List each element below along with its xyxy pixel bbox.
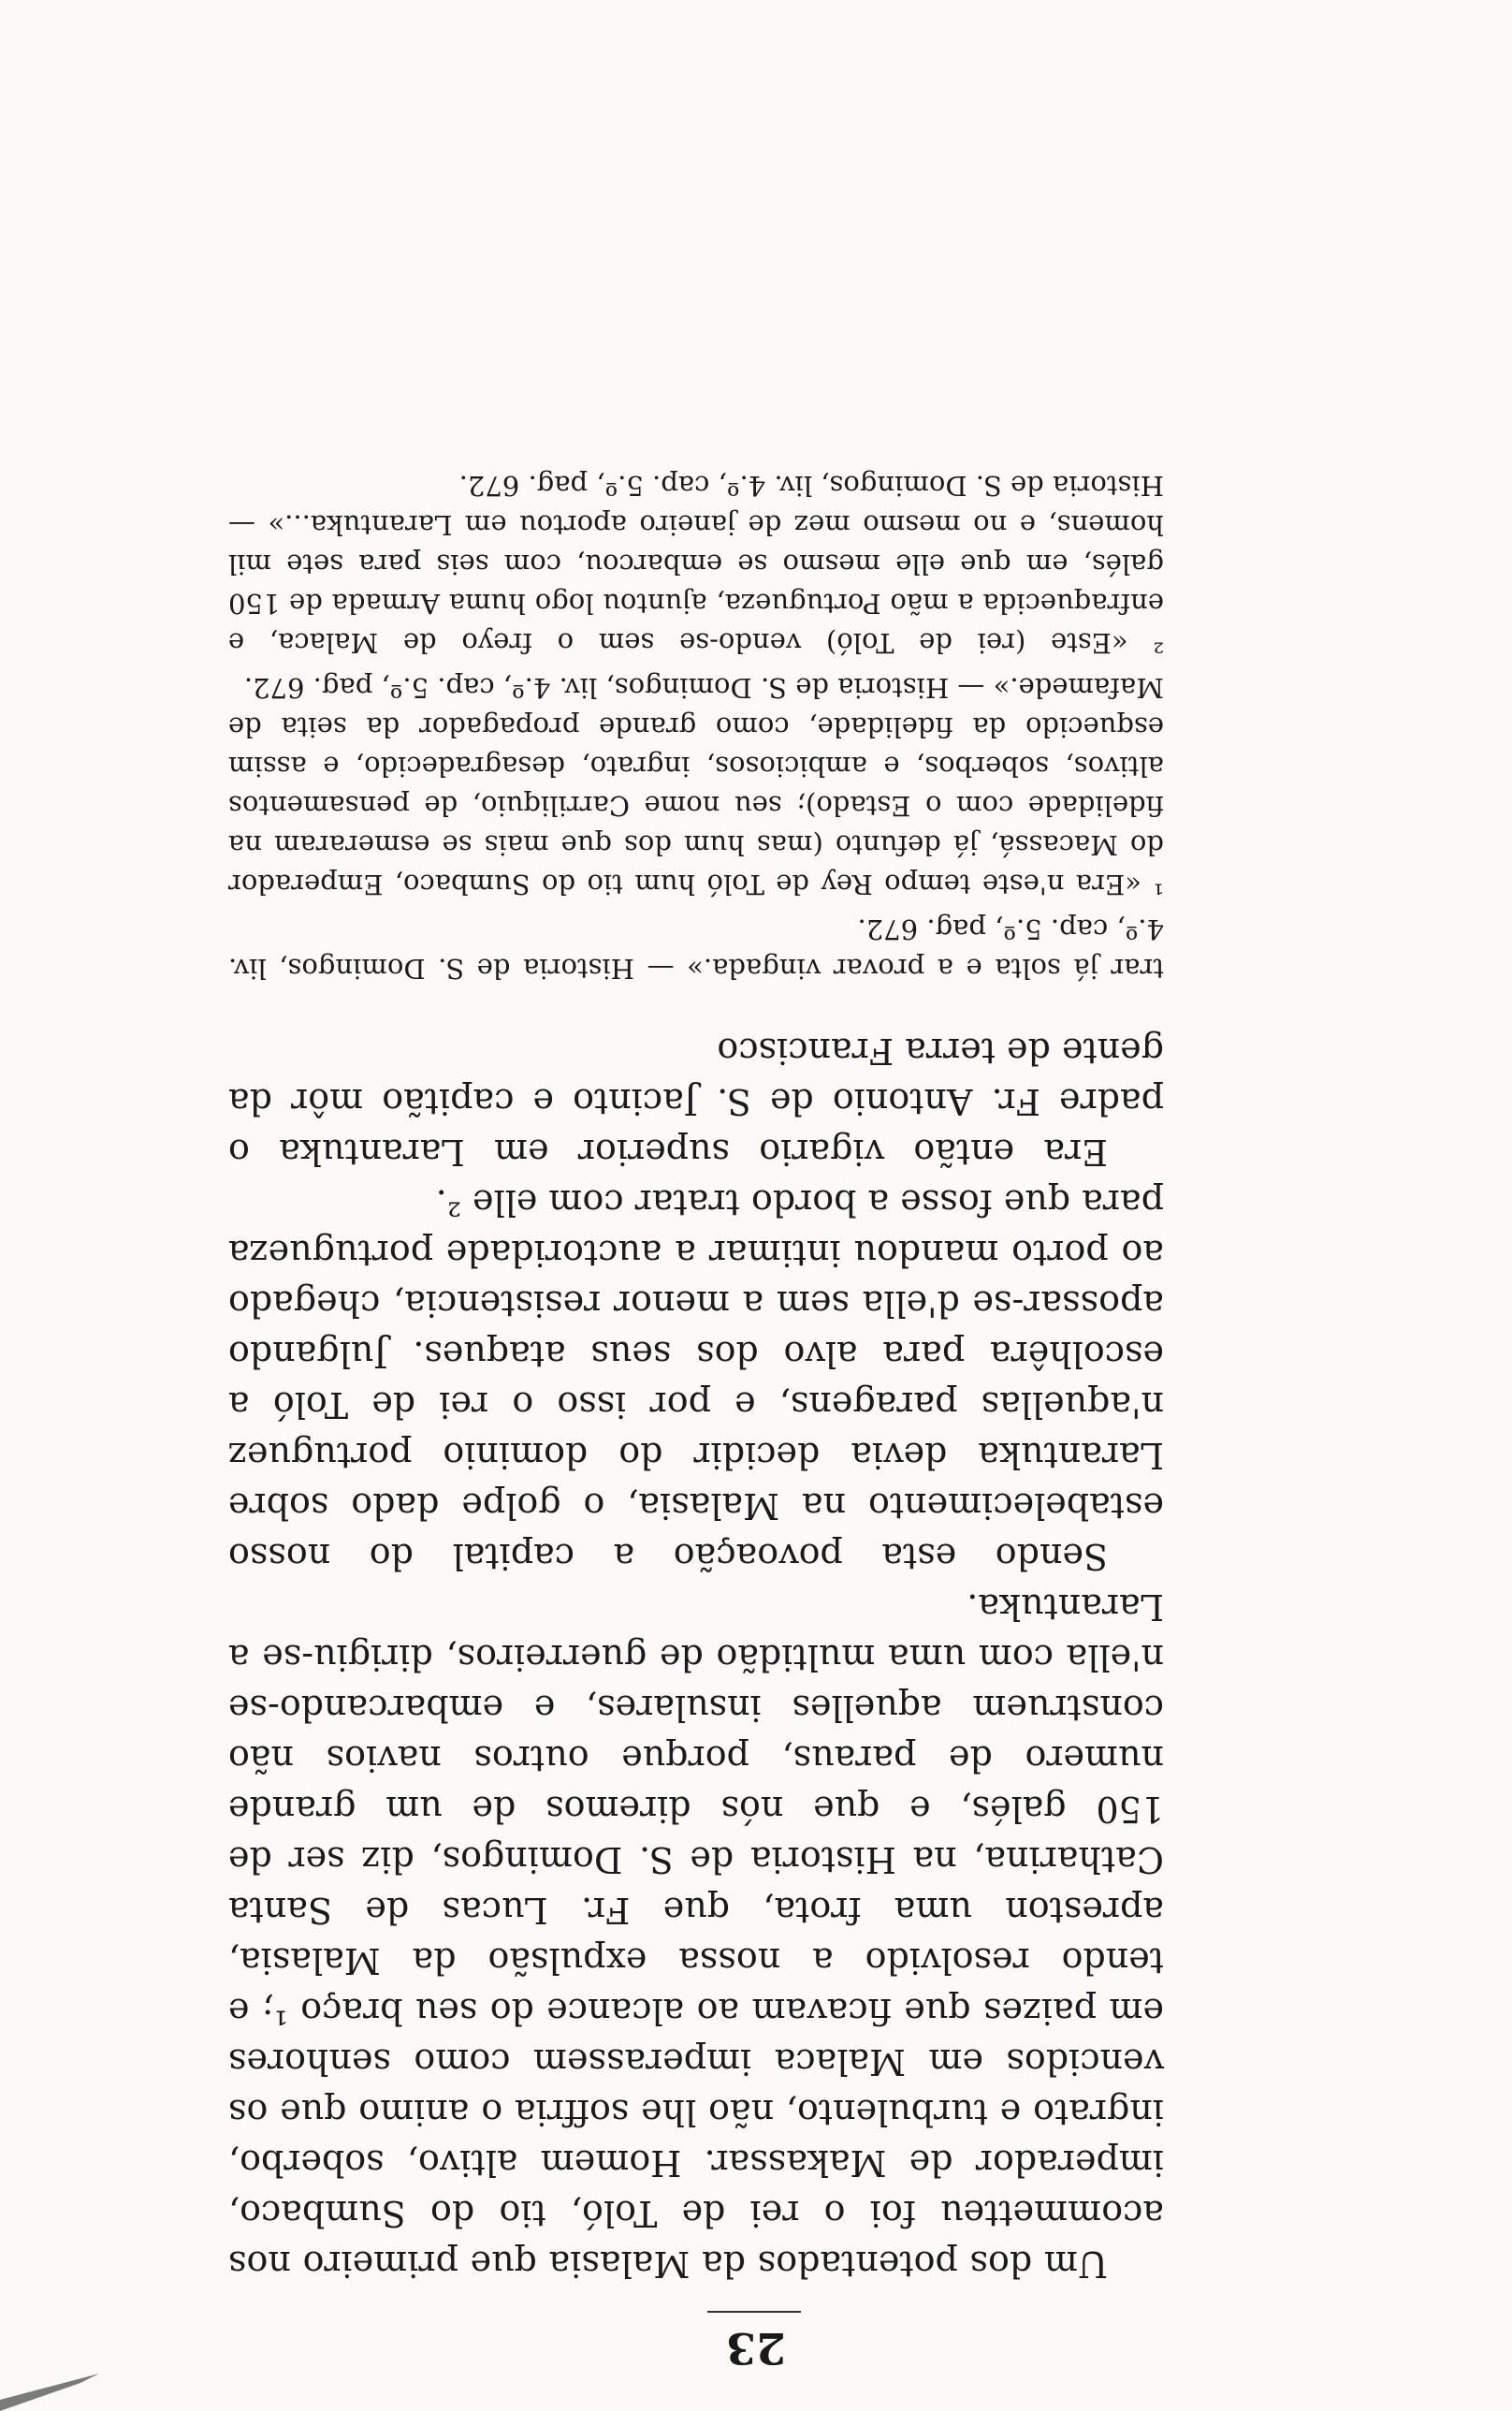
footnote-continuation: trar já solta e a provar vingada.» — Historia de S. Domingos, liv. 4.º, cap. 5.º, pag. 672. [228,913,1164,985]
body-paragraph: Um dos potentados da Malasia que primeiro nos acommetteu foi o rei de Toló, tio do Sumbaco, imperador de Makassar. Homem altivo, soberbo, ingrato e turbulento, não lhe soffria o animo que os vencidos em Malaca imperassem como senhores em paizes que ficavam ao alcance do seu braço ¹; e tendo resolvido a nossa expulsão da Malasia, apreston uma frota, que Fr. Lucas de Santa Catharina, na Historia de S. Domingos, diz ser de 150 galés, e que nós diremos de um grande numero de paraus, porque outros navios não construem aquelles insulares, e embarcando-se n'ella com uma multidão de guerreiros, dirigiu-se a Larantuka. [228,1586,1164,2285]
footnote: ² «Este (rei de Toló) vendo-se sem o freyo de Malaca, e enfraquecida a mão Portugueza, ajuntou logo huma Armada de 150 galés, em que elle mesmo se embarcou, com seis para sete mil homens, e no mesmo mez de janeiro aportou em Larantuka...» — Historia de S. Domingos, liv. 4.º, cap. 5.º, pag. 672. [228,470,1164,659]
scan-edge-mark [0,2374,99,2411]
page-number: 23 [726,2323,787,2374]
body-paragraph: Era então vigario superior em Larantuka o padre Fr. Antonio de S. Jacinto e capitão môr da gente de terra Francisco [228,1030,1164,1173]
footnote: ¹ «Era n'este tempo Rey de Toló hum tio do Sumbaco, Emperador do Macassá, já defunto (mas hum dos que mais se esmeraram na fidelidade com o Estado); seu nome Carriliquio, de pensamentos altivos, soberbos, e ambiciosos, ingrato, desagradecido, e assim esquecido da fidelidade, como grande propagador da seita de Mafamede.» — Historia de S. Domingos, liv. 4.º, cap. 5.º, pag. 672. [228,672,1164,900]
footnotes [228,460,1164,988]
page-number-rule [707,2311,801,2313]
body-paragraph: Sendo esta povoação a capital do nosso estabelecimento na Malasia, o golpe dado sobre Larantuka devia decidir do dominio portuguez n'aquellas paragens, e por isso o rei de Toló a escolhêra para alvo dos seus ataques. Julgando apossar-se d'ella sem a menor resistencia, chegado ao porto mandou intimar a auctoridade portugueza para que fosse a bordo tratar com elle ². [228,1182,1164,1577]
body-text [228,1026,1164,2289]
